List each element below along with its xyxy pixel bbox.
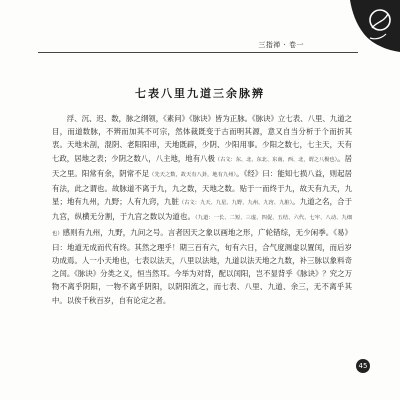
page-number: 45 xyxy=(356,359,370,373)
header-rule xyxy=(38,52,358,53)
corner-ornament-icon xyxy=(342,0,400,52)
inline-annotation: （古文：东、北、东北、东南、西、北，谓之八极也） xyxy=(214,156,338,163)
text-run: 。《经》曰：能知七损八益，则起居有法，此之谓也。故脉道不离于九，九之数，天地之数。贴于一而终于九，故天有九天，九星；地有九州，九野；人有九窍，九脏 xyxy=(52,168,352,207)
inline-annotation: （古文：九天、九星、九野、九州、九窍、九脏） xyxy=(179,200,293,207)
inline-annotation: （九道：一长、二短、三虚、四促、五结、六代、七牢、八动、九细也） xyxy=(52,215,352,237)
text-run: 。居天之里。阳常有余，阴常不足 xyxy=(52,153,352,178)
article-body xyxy=(52,112,352,307)
running-head: 三指禅 · 卷一 xyxy=(258,41,304,49)
article-paragraph xyxy=(52,112,352,307)
text-run: 浮、沉、迟、数，脉之纲领，《素问》《脉诀》皆为正脉。《脉诀》立七表、八里、九道之目，而道数脉，不辨而加其不可宗，然体裁既变于古而明其源，意又自当分析于个而折其衷。天地未剖，混阴、老阳阳串，天地既辟，少阴、少阳用事。少阳之数七，七主天，天有七政，居地之表；少阴之数八，八主地，地有八极 xyxy=(52,114,352,163)
page-header xyxy=(0,0,400,58)
text-run: 感则有九州，九野，九问之号。言者因天之象以画地之形，广轮错综，无少闲季。《易》曰：地道无成而代有终。其然之理乎！期三百有六，旬有六日，合气度测虚以置闰，而后岁功成焉。人一小天地也，七表以法天，八里以法地，九道以法天地之九数，补三脉以象料奇之闰。《脉诀》分类之义，恒当然耳。今举为对背，配以闰阳，岂不显背乎《脉诀》？究之万物不离乎阴阳，一物不离乎阴阳，以阴阳流之，而七表、八里、九道、余三，无不离乎其中。以俟千秋百岁，自有论定之者。 xyxy=(52,227,352,305)
article-title: 七表八里九道三余脉辨 xyxy=(135,87,265,100)
inline-annotation: （先天之数，故天有八卦，地有九州） xyxy=(149,171,237,178)
text-run: 。九道之名，合于九宫，纵横无分割，于九宫之数以为道也。 xyxy=(52,197,352,222)
